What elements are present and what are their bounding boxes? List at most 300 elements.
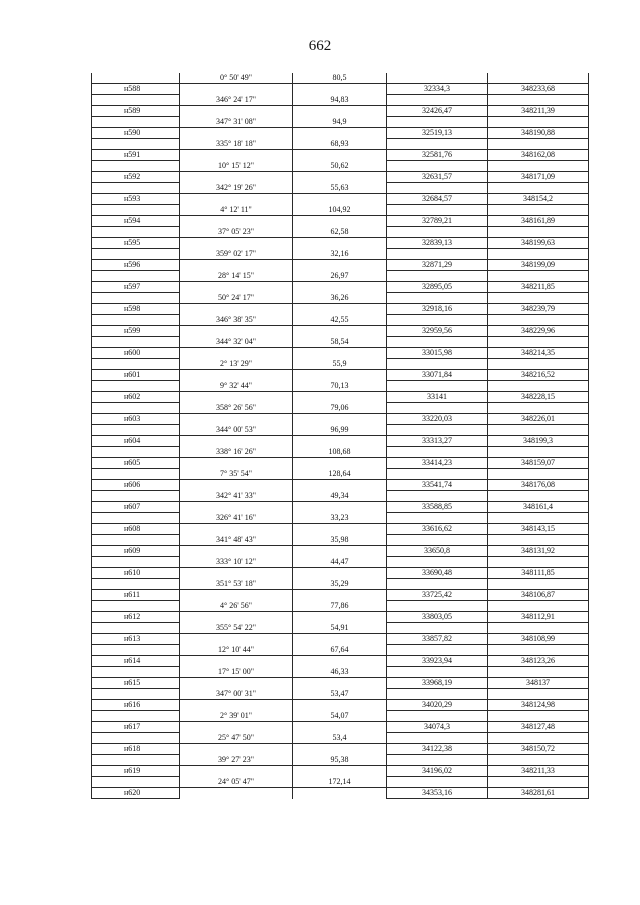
angle-cell: 2° 13' 29" (180, 359, 293, 370)
angle-cell: 50° 24' 17" (180, 293, 293, 304)
y-coord-cell: 348143,15 (488, 524, 589, 535)
y-coord-cell: 348161,89 (488, 216, 589, 227)
x-coord-cell (387, 139, 488, 150)
point-name-cell (92, 227, 180, 238)
x-coord-cell (387, 777, 488, 788)
x-coord-cell (387, 227, 488, 238)
length-cell: 42,55 (293, 315, 387, 326)
segment-row (92, 601, 589, 612)
y-coord-cell (488, 271, 589, 282)
x-coord-cell: 32839,13 (387, 238, 488, 249)
point-row (92, 502, 589, 513)
point-name-cell (92, 601, 180, 612)
x-coord-cell (387, 337, 488, 348)
angle-cell: 4° 12' 11" (180, 205, 293, 216)
segment-row (92, 381, 589, 392)
angle-cell: 39° 27' 23" (180, 755, 293, 766)
point-name-cell: н619 (92, 766, 180, 777)
y-coord-cell (488, 161, 589, 172)
segment-row (92, 293, 589, 304)
segment-row (92, 689, 589, 700)
y-coord-cell: 348199,3 (488, 436, 589, 447)
point-row (92, 546, 589, 557)
y-coord-cell (488, 73, 589, 84)
length-cell (293, 634, 387, 645)
x-coord-cell: 32959,56 (387, 326, 488, 337)
angle-cell (180, 128, 293, 139)
angle-cell: 347° 31' 08" (180, 117, 293, 128)
angle-cell (180, 172, 293, 183)
length-cell (293, 150, 387, 161)
x-coord-cell: 32895,05 (387, 282, 488, 293)
length-cell: 53,4 (293, 733, 387, 744)
length-cell (293, 216, 387, 227)
y-coord-cell (488, 117, 589, 128)
angle-cell: 2° 39' 01" (180, 711, 293, 722)
point-row (92, 568, 589, 579)
x-coord-cell: 34074,3 (387, 722, 488, 733)
x-coord-cell: 32581,76 (387, 150, 488, 161)
angle-cell (180, 348, 293, 359)
segment-row (92, 205, 589, 216)
point-row (92, 436, 589, 447)
y-coord-cell: 348112,91 (488, 612, 589, 623)
length-cell: 35,29 (293, 579, 387, 590)
point-row (92, 612, 589, 623)
y-coord-cell: 348106,87 (488, 590, 589, 601)
x-coord-cell: 33141 (387, 392, 488, 403)
angle-cell (180, 106, 293, 117)
y-coord-cell: 348154,2 (488, 194, 589, 205)
point-name-cell (92, 535, 180, 546)
y-coord-cell: 348176,08 (488, 480, 589, 491)
segment-row (92, 271, 589, 282)
angle-cell: 359° 02' 17" (180, 249, 293, 260)
point-name-cell: н605 (92, 458, 180, 469)
y-coord-cell: 348124,98 (488, 700, 589, 711)
length-cell: 54,91 (293, 623, 387, 634)
y-coord-cell: 348211,85 (488, 282, 589, 293)
point-name-cell (92, 579, 180, 590)
length-cell: 32,16 (293, 249, 387, 260)
point-row (92, 788, 589, 799)
y-coord-cell: 348281,61 (488, 788, 589, 799)
angle-cell: 24° 05' 47" (180, 777, 293, 788)
x-coord-cell: 32918,16 (387, 304, 488, 315)
x-coord-cell: 32334,3 (387, 84, 488, 95)
point-name-cell: н591 (92, 150, 180, 161)
point-name-cell (92, 249, 180, 260)
length-cell: 172,14 (293, 777, 387, 788)
y-coord-cell (488, 469, 589, 480)
point-name-cell (92, 557, 180, 568)
x-coord-cell: 33541,74 (387, 480, 488, 491)
y-coord-cell (488, 227, 589, 238)
point-name-cell (92, 271, 180, 282)
y-coord-cell (488, 689, 589, 700)
angle-cell: 338° 16' 26" (180, 447, 293, 458)
length-cell (293, 480, 387, 491)
y-coord-cell: 348199,63 (488, 238, 589, 249)
angle-cell (180, 700, 293, 711)
length-cell: 55,63 (293, 183, 387, 194)
angle-cell: 4° 26' 56" (180, 601, 293, 612)
y-coord-cell (488, 755, 589, 766)
x-coord-cell (387, 359, 488, 370)
length-cell: 36,26 (293, 293, 387, 304)
x-coord-cell: 33015,98 (387, 348, 488, 359)
x-coord-cell: 33313,27 (387, 436, 488, 447)
x-coord-cell: 34196,02 (387, 766, 488, 777)
angle-cell (180, 744, 293, 755)
x-coord-cell (387, 73, 488, 84)
point-name-cell: н590 (92, 128, 180, 139)
point-name-cell: н588 (92, 84, 180, 95)
point-name-cell: н593 (92, 194, 180, 205)
segment-row (92, 777, 589, 788)
length-cell (293, 326, 387, 337)
length-cell: 68,93 (293, 139, 387, 150)
y-coord-cell: 348216,52 (488, 370, 589, 381)
y-coord-cell (488, 315, 589, 326)
point-name-cell (92, 667, 180, 678)
y-coord-cell (488, 183, 589, 194)
point-name-cell: н620 (92, 788, 180, 799)
x-coord-cell (387, 205, 488, 216)
y-coord-cell (488, 733, 589, 744)
y-coord-cell (488, 777, 589, 788)
y-coord-cell: 348161,4 (488, 502, 589, 513)
length-cell (293, 788, 387, 799)
point-row (92, 722, 589, 733)
y-coord-cell (488, 491, 589, 502)
x-coord-cell: 32871,29 (387, 260, 488, 271)
length-cell: 44,47 (293, 557, 387, 568)
length-cell (293, 172, 387, 183)
point-name-cell: н598 (92, 304, 180, 315)
length-cell: 95,38 (293, 755, 387, 766)
x-coord-cell: 34353,16 (387, 788, 488, 799)
x-coord-cell: 32631,57 (387, 172, 488, 183)
y-coord-cell: 348131,92 (488, 546, 589, 557)
angle-cell: 10° 15' 12" (180, 161, 293, 172)
angle-cell (180, 414, 293, 425)
segment-row (92, 73, 589, 84)
length-cell: 54,07 (293, 711, 387, 722)
point-name-cell: н589 (92, 106, 180, 117)
point-row (92, 128, 589, 139)
length-cell (293, 282, 387, 293)
point-name-cell (92, 755, 180, 766)
length-cell: 62,58 (293, 227, 387, 238)
length-cell (293, 744, 387, 755)
angle-cell: 347° 00' 31" (180, 689, 293, 700)
point-name-cell: н612 (92, 612, 180, 623)
x-coord-cell (387, 711, 488, 722)
x-coord-cell (387, 183, 488, 194)
point-name-cell (92, 381, 180, 392)
y-coord-cell: 348211,33 (488, 766, 589, 777)
length-cell (293, 106, 387, 117)
angle-cell: 351° 53' 18" (180, 579, 293, 590)
point-name-cell: н592 (92, 172, 180, 183)
y-coord-cell (488, 623, 589, 634)
y-coord-cell: 348111,85 (488, 568, 589, 579)
point-name-cell: н604 (92, 436, 180, 447)
length-cell (293, 458, 387, 469)
angle-cell (180, 678, 293, 689)
angle-cell: 17° 15' 00" (180, 667, 293, 678)
length-cell (293, 392, 387, 403)
y-coord-cell (488, 601, 589, 612)
y-coord-cell (488, 513, 589, 524)
y-coord-cell: 348214,35 (488, 348, 589, 359)
length-cell (293, 568, 387, 579)
x-coord-cell: 33616,62 (387, 524, 488, 535)
point-row (92, 238, 589, 249)
segment-row (92, 535, 589, 546)
angle-cell: 342° 41' 33" (180, 491, 293, 502)
point-row (92, 744, 589, 755)
y-coord-cell: 348199,09 (488, 260, 589, 271)
length-cell (293, 656, 387, 667)
segment-row (92, 557, 589, 568)
point-row (92, 480, 589, 491)
x-coord-cell (387, 249, 488, 260)
x-coord-cell: 33414,23 (387, 458, 488, 469)
angle-cell: 12° 10' 44" (180, 645, 293, 656)
angle-cell: 344° 00' 53" (180, 425, 293, 436)
point-row (92, 304, 589, 315)
y-coord-cell (488, 293, 589, 304)
point-name-cell (92, 711, 180, 722)
segment-row (92, 161, 589, 172)
point-row (92, 678, 589, 689)
x-coord-cell (387, 667, 488, 678)
point-name-cell (92, 315, 180, 326)
page-number: 662 (308, 38, 332, 54)
y-coord-cell (488, 337, 589, 348)
point-name-cell: н615 (92, 678, 180, 689)
segment-row (92, 227, 589, 238)
point-name-cell (92, 513, 180, 524)
point-row (92, 260, 589, 271)
angle-cell: 358° 26' 56" (180, 403, 293, 414)
length-cell (293, 766, 387, 777)
length-cell (293, 502, 387, 513)
point-name-cell: н601 (92, 370, 180, 381)
angle-cell (180, 458, 293, 469)
x-coord-cell (387, 293, 488, 304)
segment-row (92, 667, 589, 678)
length-cell (293, 260, 387, 271)
y-coord-cell: 348159,07 (488, 458, 589, 469)
point-row (92, 700, 589, 711)
x-coord-cell (387, 447, 488, 458)
angle-cell (180, 238, 293, 249)
segment-row (92, 95, 589, 106)
length-cell: 80,5 (293, 73, 387, 84)
segment-row (92, 755, 589, 766)
point-name-cell: н606 (92, 480, 180, 491)
point-name-cell (92, 161, 180, 172)
y-coord-cell (488, 359, 589, 370)
segment-row (92, 447, 589, 458)
point-name-cell: н613 (92, 634, 180, 645)
y-coord-cell: 348233,68 (488, 84, 589, 95)
segment-row (92, 117, 589, 128)
point-name-cell (92, 139, 180, 150)
point-name-cell (92, 73, 180, 84)
length-cell (293, 546, 387, 557)
length-cell (293, 436, 387, 447)
y-coord-cell: 348137 (488, 678, 589, 689)
point-name-cell: н594 (92, 216, 180, 227)
point-name-cell (92, 645, 180, 656)
angle-cell (180, 304, 293, 315)
angle-cell (180, 194, 293, 205)
length-cell: 46,33 (293, 667, 387, 678)
point-row (92, 590, 589, 601)
x-coord-cell: 32789,21 (387, 216, 488, 227)
angle-cell (180, 502, 293, 513)
point-name-cell: н609 (92, 546, 180, 557)
length-cell: 33,23 (293, 513, 387, 524)
angle-cell: 342° 19' 26" (180, 183, 293, 194)
x-coord-cell (387, 95, 488, 106)
length-cell: 35,98 (293, 535, 387, 546)
x-coord-cell: 33725,42 (387, 590, 488, 601)
y-coord-cell (488, 425, 589, 436)
point-name-cell: н602 (92, 392, 180, 403)
point-name-cell: н596 (92, 260, 180, 271)
point-name-cell (92, 183, 180, 194)
x-coord-cell (387, 623, 488, 634)
point-name-cell: н608 (92, 524, 180, 535)
point-row (92, 106, 589, 117)
point-row (92, 150, 589, 161)
point-name-cell: н595 (92, 238, 180, 249)
angle-cell: 326° 41' 16" (180, 513, 293, 524)
point-row (92, 326, 589, 337)
angle-cell (180, 216, 293, 227)
x-coord-cell (387, 271, 488, 282)
length-cell: 104,92 (293, 205, 387, 216)
length-cell: 128,64 (293, 469, 387, 480)
y-coord-cell (488, 249, 589, 260)
point-name-cell: н603 (92, 414, 180, 425)
x-coord-cell: 33803,05 (387, 612, 488, 623)
segment-row (92, 469, 589, 480)
length-cell: 50,62 (293, 161, 387, 172)
length-cell (293, 304, 387, 315)
y-coord-cell: 348171,09 (488, 172, 589, 183)
point-row (92, 84, 589, 95)
x-coord-cell (387, 469, 488, 480)
segment-row (92, 183, 589, 194)
angle-cell: 346° 38' 35" (180, 315, 293, 326)
angle-cell (180, 546, 293, 557)
x-coord-cell: 33588,85 (387, 502, 488, 513)
length-cell (293, 238, 387, 249)
x-coord-cell (387, 535, 488, 546)
length-cell (293, 84, 387, 95)
y-coord-cell: 348228,15 (488, 392, 589, 403)
x-coord-cell: 33650,8 (387, 546, 488, 557)
point-name-cell: н618 (92, 744, 180, 755)
angle-cell (180, 634, 293, 645)
point-name-cell: н610 (92, 568, 180, 579)
length-cell (293, 722, 387, 733)
y-coord-cell (488, 95, 589, 106)
y-coord-cell: 348123,26 (488, 656, 589, 667)
segment-row (92, 645, 589, 656)
point-name-cell (92, 425, 180, 436)
x-coord-cell: 33857,82 (387, 634, 488, 645)
point-name-cell: н616 (92, 700, 180, 711)
length-cell (293, 348, 387, 359)
x-coord-cell: 32426,47 (387, 106, 488, 117)
angle-cell: 0° 50' 49" (180, 73, 293, 84)
y-coord-cell (488, 381, 589, 392)
y-coord-cell: 348211,39 (488, 106, 589, 117)
angle-cell (180, 392, 293, 403)
angle-cell (180, 788, 293, 799)
y-coord-cell: 348150,72 (488, 744, 589, 755)
point-name-cell (92, 689, 180, 700)
point-name-cell (92, 733, 180, 744)
angle-cell (180, 766, 293, 777)
point-name-cell: н617 (92, 722, 180, 733)
point-name-cell (92, 403, 180, 414)
x-coord-cell (387, 491, 488, 502)
angle-cell (180, 612, 293, 623)
length-cell (293, 678, 387, 689)
x-coord-cell (387, 689, 488, 700)
point-name-cell (92, 359, 180, 370)
x-coord-cell (387, 117, 488, 128)
angle-cell (180, 150, 293, 161)
segment-row (92, 315, 589, 326)
y-coord-cell: 348239,79 (488, 304, 589, 315)
point-row (92, 458, 589, 469)
length-cell (293, 370, 387, 381)
y-coord-cell: 348162,08 (488, 150, 589, 161)
length-cell (293, 524, 387, 535)
point-row (92, 634, 589, 645)
x-coord-cell (387, 601, 488, 612)
x-coord-cell: 33071,84 (387, 370, 488, 381)
length-cell (293, 194, 387, 205)
point-row (92, 216, 589, 227)
length-cell: 26,97 (293, 271, 387, 282)
segment-row (92, 513, 589, 524)
x-coord-cell (387, 315, 488, 326)
point-name-cell: н614 (92, 656, 180, 667)
angle-cell: 355° 54' 22" (180, 623, 293, 634)
angle-cell: 7° 35' 54" (180, 469, 293, 480)
length-cell (293, 700, 387, 711)
length-cell: 79,06 (293, 403, 387, 414)
length-cell (293, 128, 387, 139)
angle-cell (180, 370, 293, 381)
angle-cell (180, 84, 293, 95)
point-row (92, 194, 589, 205)
angle-cell (180, 722, 293, 733)
segment-row (92, 403, 589, 414)
length-cell: 55,9 (293, 359, 387, 370)
y-coord-cell (488, 535, 589, 546)
